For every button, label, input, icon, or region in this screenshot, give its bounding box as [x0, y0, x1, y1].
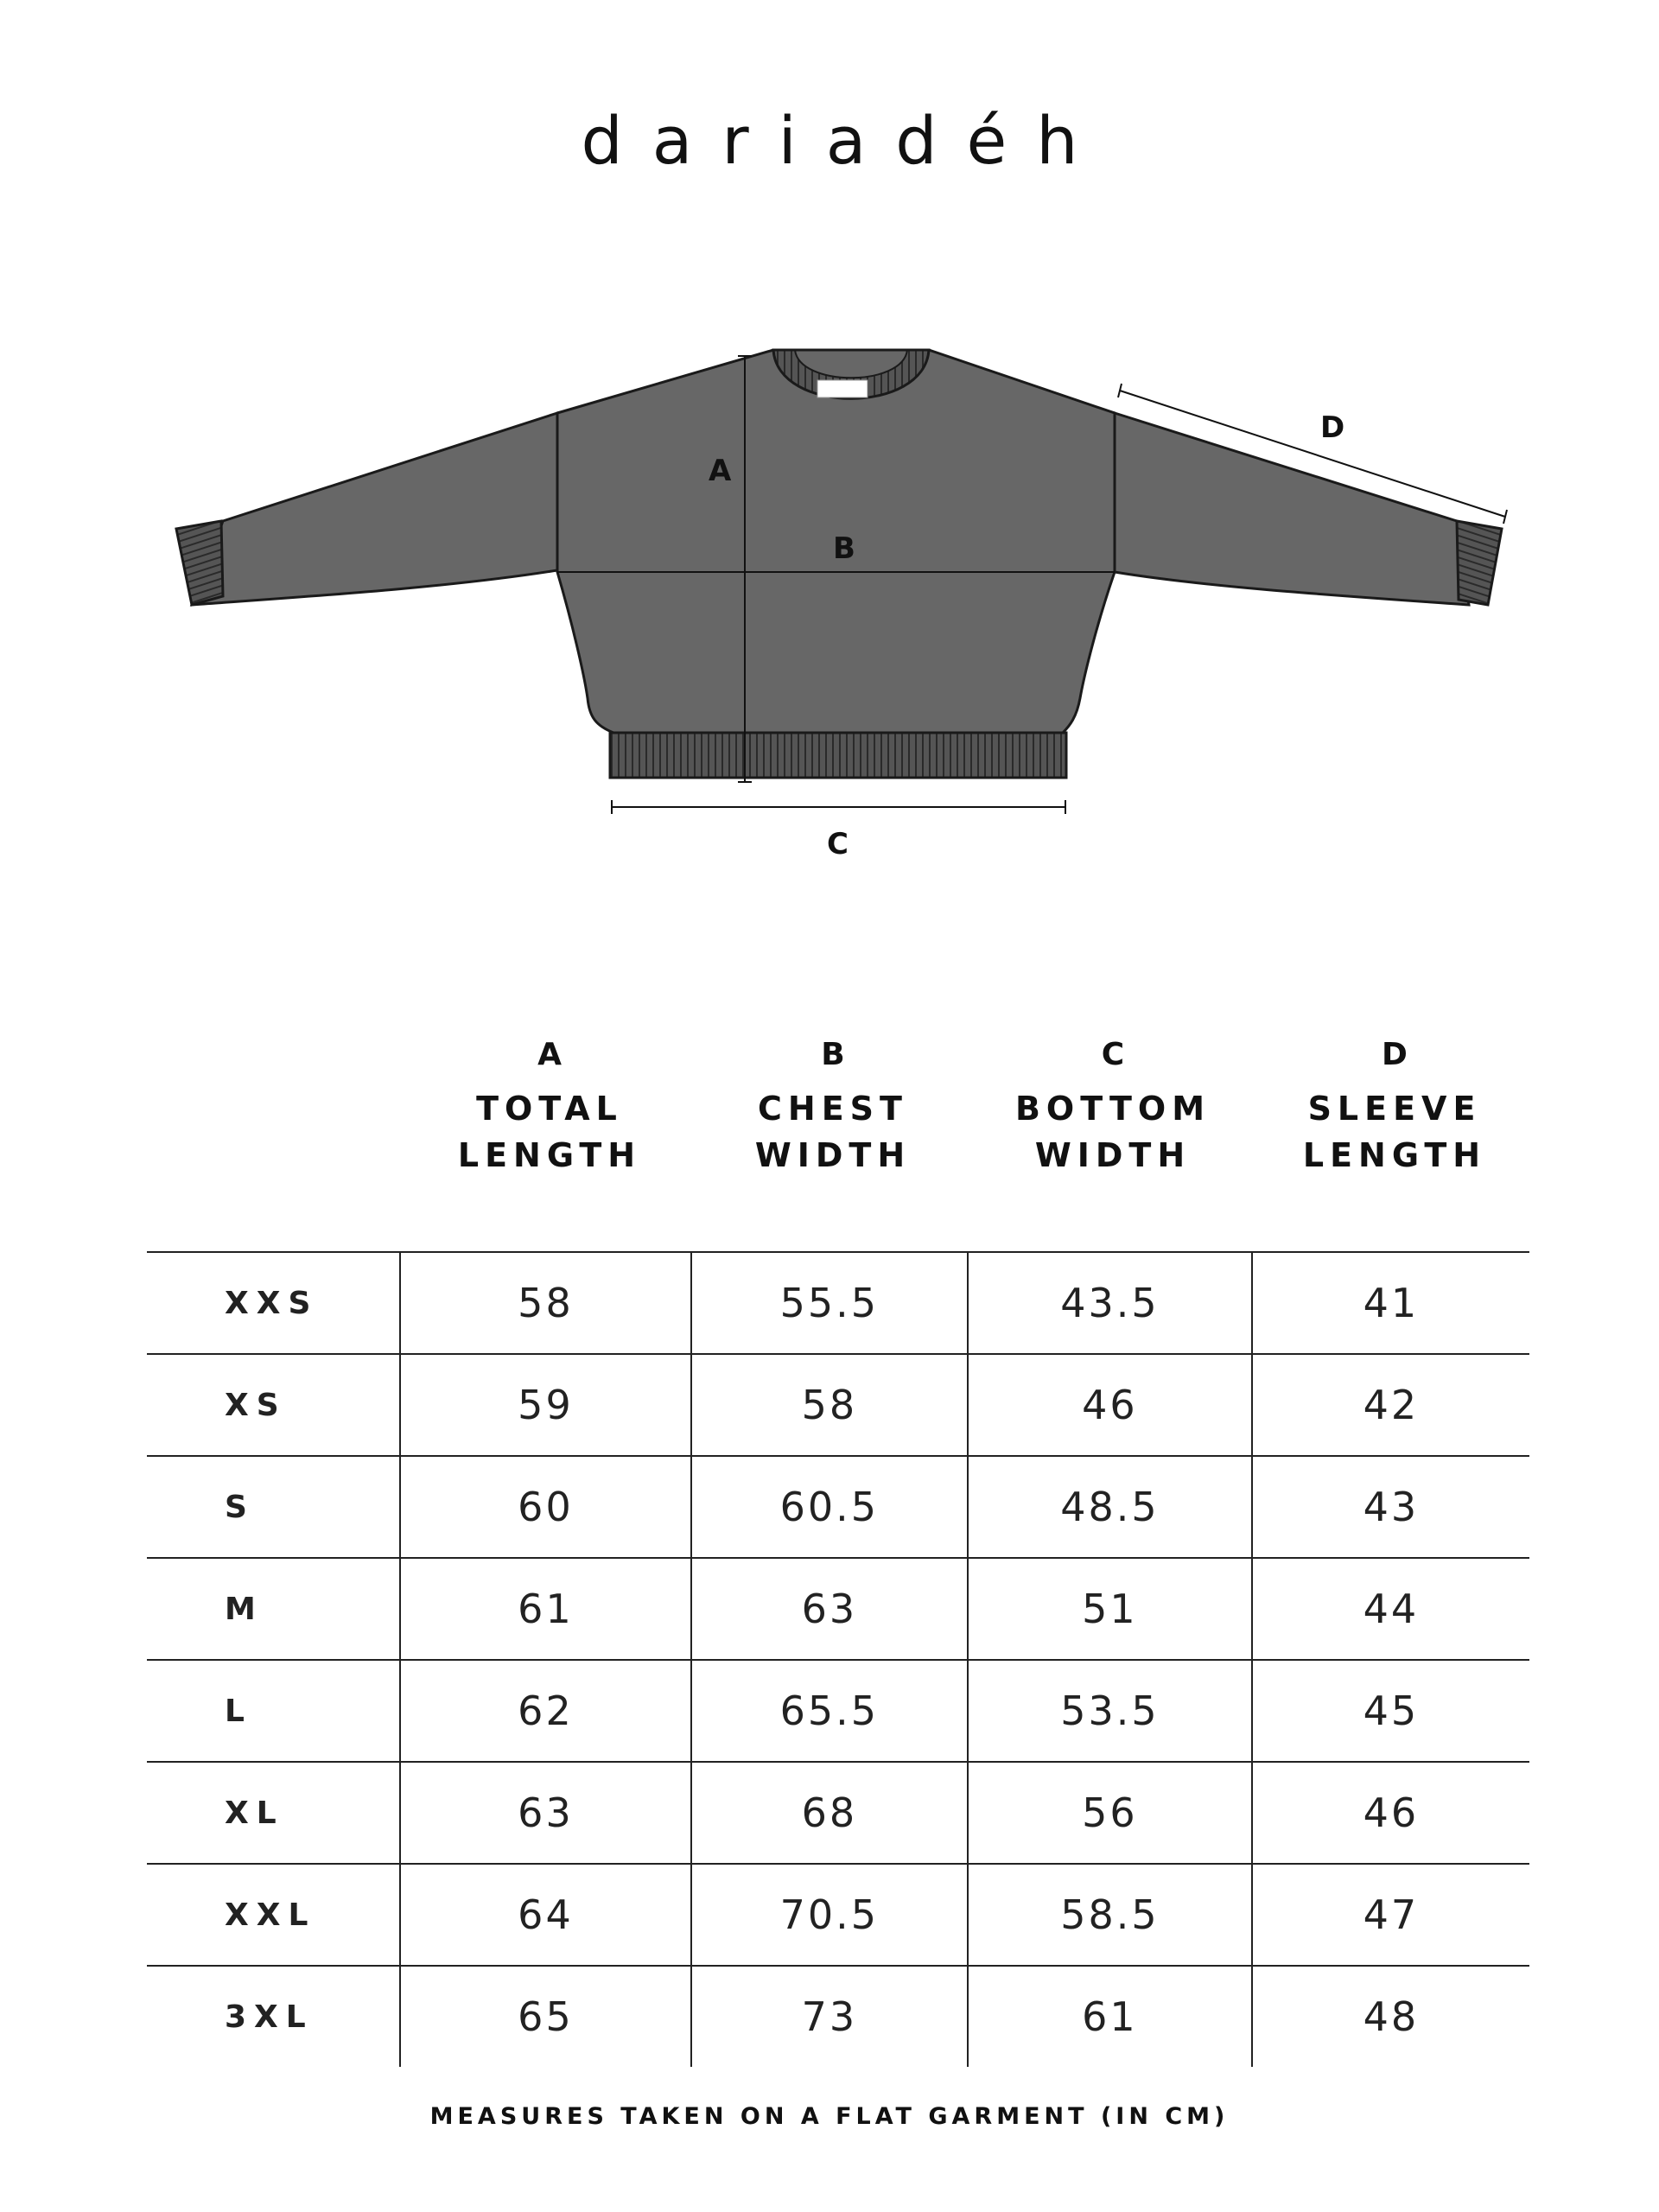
table-row: [147, 1558, 1529, 1660]
chest-width-cell: 65.5: [691, 1660, 969, 1762]
table-row: [147, 1252, 1529, 1354]
size-label: S: [147, 1456, 400, 1558]
table-row: [147, 1456, 1529, 1558]
table-row: [147, 1660, 1529, 1762]
bottom-width-cell: 48.5: [968, 1456, 1252, 1558]
size-label: L: [147, 1660, 400, 1762]
sleeve-length-cell: 45: [1252, 1660, 1529, 1762]
column-header-c: C BOTTOM WIDTH: [1014, 1037, 1211, 1174]
sleeve-length-cell: 43: [1252, 1456, 1529, 1558]
bottom-width-cell: 58.5: [968, 1864, 1252, 1966]
sleeve-length-cell: 44: [1252, 1558, 1529, 1660]
bottom-width-cell: 53.5: [968, 1660, 1252, 1762]
bottom-width-cell: 56: [968, 1762, 1252, 1864]
chest-width-cell: 63: [691, 1558, 969, 1660]
table-row: [147, 1354, 1529, 1456]
size-label: 3XL: [147, 1966, 400, 2067]
left-cuff: [176, 521, 223, 605]
total-length-cell: 61: [400, 1558, 690, 1660]
footnote: MEASURES TAKEN ON A FLAT GARMENT (IN CM): [429, 2103, 1230, 2130]
column-header-b: B CHEST WIDTH: [754, 1037, 912, 1174]
total-length-cell: 63: [400, 1762, 690, 1864]
total-length-cell: 59: [400, 1354, 690, 1456]
column-header-d: D SLEEVE LENGTH: [1302, 1037, 1487, 1174]
sleeve-length-cell: 46: [1252, 1762, 1529, 1864]
chest-width-cell: 70.5: [691, 1864, 969, 1966]
left-sleeve: [192, 413, 557, 605]
size-label: XXL: [147, 1864, 400, 1966]
sleeve-length-cell: 41: [1252, 1252, 1529, 1354]
table-row: [147, 1762, 1529, 1864]
bottom-width-cell: 43.5: [968, 1252, 1252, 1354]
size-label: XL: [147, 1762, 400, 1864]
column-header-a: A TOTAL LENGTH: [457, 1037, 642, 1174]
brand-logo: dariadéh: [581, 102, 1108, 179]
label-d: D: [1320, 410, 1345, 445]
chest-width-cell: 60.5: [691, 1456, 969, 1558]
size-chart-table: [147, 1251, 1529, 2067]
size-label: M: [147, 1558, 400, 1660]
table-row: [147, 1864, 1529, 1966]
sweater-diagram: [0, 294, 1659, 881]
table-row: [147, 1966, 1529, 2067]
chest-width-cell: 58: [691, 1354, 969, 1456]
total-length-cell: 58: [400, 1252, 690, 1354]
total-length-cell: 62: [400, 1660, 690, 1762]
total-length-cell: 60: [400, 1456, 690, 1558]
right-cuff: [1457, 521, 1502, 605]
hem-rib: [610, 733, 1066, 778]
size-label: XXS: [147, 1252, 400, 1354]
bottom-width-cell: 51: [968, 1558, 1252, 1660]
sleeve-length-cell: 47: [1252, 1864, 1529, 1966]
right-sleeve: [1115, 413, 1469, 605]
chest-width-cell: 73: [691, 1966, 969, 2067]
sleeve-length-cell: 48: [1252, 1966, 1529, 2067]
label-a: A: [709, 454, 732, 488]
bottom-width-cell: 61: [968, 1966, 1252, 2067]
total-length-cell: 64: [400, 1864, 690, 1966]
chest-width-cell: 55.5: [691, 1252, 969, 1354]
neck-label: [817, 380, 868, 397]
label-b: B: [833, 531, 855, 566]
chest-width-cell: 68: [691, 1762, 969, 1864]
sleeve-length-cell: 42: [1252, 1354, 1529, 1456]
size-label: XS: [147, 1354, 400, 1456]
label-c: C: [827, 827, 849, 861]
total-length-cell: 65: [400, 1966, 690, 2067]
bottom-width-cell: 46: [968, 1354, 1252, 1456]
